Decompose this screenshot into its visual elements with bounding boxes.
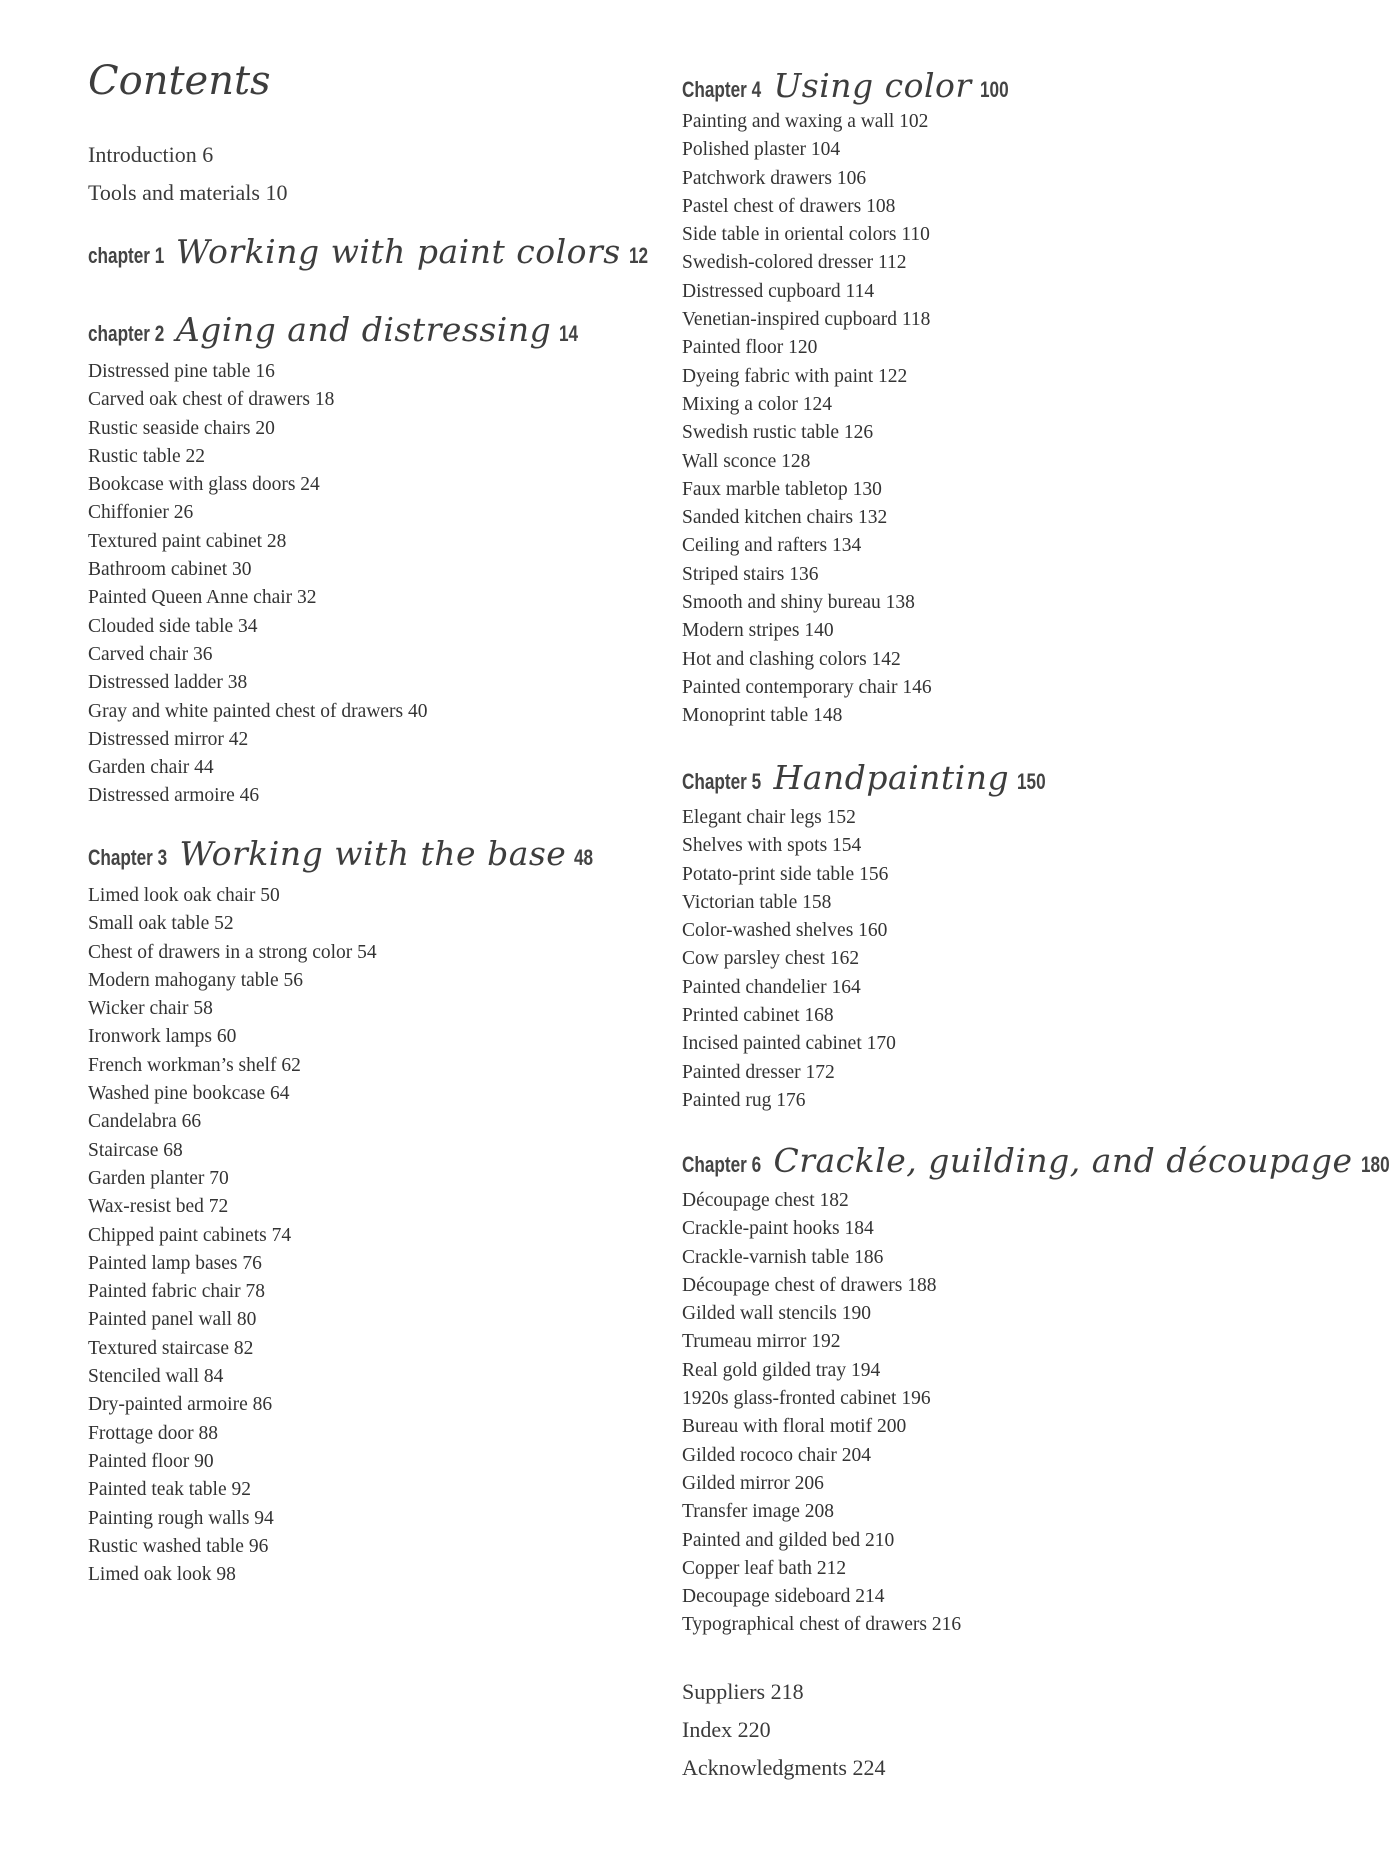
toc-entry: Pastel chest of drawers 108 — [682, 195, 896, 217]
toc-entry: Painted panel wall 80 — [88, 1309, 257, 1331]
toc-entry: Ironwork lamps 60 — [88, 1026, 237, 1048]
toc-entry: Staircase 68 — [88, 1139, 183, 1161]
toc-entry: Painted floor 120 — [682, 337, 818, 359]
toc-entry: Wall sconce 128 — [682, 450, 811, 472]
chapter-5-list — [682, 804, 896, 1115]
toc-entry: Gilded mirror 206 — [682, 1472, 824, 1494]
chapter-label: Chapter 3 — [88, 845, 168, 870]
toc-entry: Bathroom cabinet 30 — [88, 559, 252, 581]
toc-entry: Victorian table 158 — [682, 891, 832, 913]
toc-entry: Painting and waxing a wall 102 — [682, 111, 929, 132]
toc-entry: Découpage chest 182 — [682, 1190, 849, 1211]
chapter-4-heading — [682, 66, 1016, 105]
toc-entry: Smooth and shiny bureau 138 — [682, 592, 915, 614]
toc-entry: Limed oak look 98 — [88, 1564, 236, 1586]
toc-entry: Swedish-colored dresser 112 — [682, 252, 907, 274]
toc-entry: Gray and white painted chest of drawers 40 — [88, 700, 428, 722]
toc-entry: Trumeau mirror 192 — [682, 1331, 841, 1353]
toc-entry: Gilded rococo chair 204 — [682, 1444, 871, 1466]
chapter-title: Handpainting — [773, 758, 1010, 797]
back-matter-item: Index 220 — [682, 1717, 771, 1742]
chapter-page: 180 — [1360, 1152, 1390, 1177]
toc-entry: Hot and clashing colors 142 — [682, 648, 901, 670]
chapter-1-heading — [88, 232, 653, 271]
toc-entry: Elegant chair legs 152 — [682, 807, 856, 828]
toc-entry: Dyeing fabric with paint 122 — [682, 365, 908, 387]
chapter-title: Working with paint colors — [175, 232, 621, 271]
toc-entry: Clouded side table 34 — [88, 615, 258, 637]
toc-entry: Rustic washed table 96 — [88, 1535, 269, 1557]
toc-entry: Small oak table 52 — [88, 913, 234, 935]
back-matter-item: Suppliers 218 — [682, 1679, 804, 1704]
front-matter-item: Tools and materials 10 — [88, 180, 288, 205]
chapter-3-list — [88, 882, 377, 1589]
front-matter-item: Introduction 6 — [88, 142, 214, 167]
chapter-4-list — [682, 108, 932, 731]
toc-entry: Modern stripes 140 — [682, 620, 834, 642]
toc-entry: Garden chair 44 — [88, 757, 214, 779]
toc-entry: Distressed mirror 42 — [88, 728, 249, 750]
toc-entry: Chipped paint cabinets 74 — [88, 1224, 292, 1246]
toc-entry: Candelabra 66 — [88, 1111, 202, 1133]
back-matter — [682, 1673, 885, 1787]
toc-entry: Sanded kitchen chairs 132 — [682, 507, 888, 529]
toc-entry: Bureau with floral motif 200 — [682, 1416, 907, 1438]
toc-entry: Polished plaster 104 — [682, 139, 841, 161]
toc-entry: Decoupage sideboard 214 — [682, 1586, 885, 1608]
toc-entry: Wax-resist bed 72 — [88, 1196, 229, 1218]
toc-entry: Découpage chest of drawers 188 — [682, 1274, 937, 1296]
chapter-page: 100 — [979, 77, 1009, 102]
chapter-page: 150 — [1017, 769, 1046, 794]
toc-entry: Painted floor 90 — [88, 1450, 214, 1472]
chapter-title: Crackle, guilding, and découpage — [773, 1141, 1353, 1180]
toc-entry: Frottage door 88 — [88, 1422, 218, 1444]
chapter-label: Chapter 6 — [682, 1152, 762, 1177]
toc-entry: Carved chair 36 — [88, 643, 213, 665]
toc-entry: Painted contemporary chair 146 — [682, 676, 932, 698]
toc-entry: Painted rug 176 — [682, 1089, 806, 1111]
toc-entry: Distressed cupboard 114 — [682, 280, 875, 302]
toc-entry: Chest of drawers in a strong color 54 — [88, 941, 377, 963]
chapter-2-list — [88, 358, 428, 811]
toc-entry: Faux marble tabletop 130 — [682, 478, 882, 500]
toc-entry: French workman’s shelf 62 — [88, 1054, 301, 1076]
chapter-label: Chapter 4 — [682, 77, 762, 102]
toc-entry: Garden planter 70 — [88, 1167, 229, 1189]
chapter-label: chapter 1 — [88, 243, 165, 268]
toc-entry: Painted dresser 172 — [682, 1061, 835, 1083]
toc-entry: Washed pine bookcase 64 — [88, 1083, 290, 1105]
toc-entry: Side table in oriental colors 110 — [682, 224, 930, 246]
toc-entry: Rustic seaside chairs 20 — [88, 417, 275, 439]
toc-entry: Carved oak chest of drawers 18 — [88, 389, 335, 411]
toc-entry: Potato-print side table 156 — [682, 863, 889, 885]
toc-entry: Painted chandelier 164 — [682, 976, 861, 998]
back-matter-item: Acknowledgments 224 — [682, 1755, 886, 1780]
chapter-label: chapter 2 — [88, 321, 165, 346]
chapter-title: Aging and distressing — [175, 310, 552, 349]
toc-entry: Shelves with spots 154 — [682, 835, 862, 857]
toc-entry: Stenciled wall 84 — [88, 1366, 224, 1388]
toc-entry: Painted Queen Anne chair 32 — [88, 587, 317, 609]
toc-entry: Cow parsley chest 162 — [682, 948, 860, 970]
toc-entry: Distressed armoire 46 — [88, 785, 260, 807]
toc-entry: Painted lamp bases 76 — [88, 1252, 262, 1274]
chapter-5-heading — [682, 758, 1054, 797]
chapter-page: 48 — [574, 845, 594, 870]
toc-entry: Textured paint cabinet 28 — [88, 530, 287, 552]
toc-entry: Limed look oak chair 50 — [88, 885, 280, 906]
toc-entry: Striped stairs 136 — [682, 563, 819, 585]
toc-entry: Textured staircase 82 — [88, 1337, 254, 1359]
toc-entry: Painted fabric chair 78 — [88, 1281, 266, 1303]
toc-entry: Dry-painted armoire 86 — [88, 1394, 273, 1416]
toc-entry: Typographical chest of drawers 216 — [682, 1614, 962, 1636]
toc-entry: Bookcase with glass doors 24 — [88, 474, 320, 496]
toc-entry: Crackle-varnish table 186 — [682, 1246, 884, 1268]
toc-entry: Painting rough walls 94 — [88, 1507, 274, 1529]
toc-entry: Venetian-inspired cupboard 118 — [682, 309, 931, 331]
toc-entry: Copper leaf bath 212 — [682, 1557, 847, 1579]
toc-entry: Painted and gilded bed 210 — [682, 1529, 895, 1551]
toc-entry: Monoprint table 148 — [682, 705, 843, 727]
toc-entry: Crackle-paint hooks 184 — [682, 1218, 874, 1240]
chapter-title: Using color — [773, 66, 972, 105]
toc-entry: Gilded wall stencils 190 — [682, 1303, 872, 1325]
toc-entry: Ceiling and rafters 134 — [682, 535, 862, 557]
toc-entry: Transfer image 208 — [682, 1501, 835, 1523]
toc-entry: Mixing a color 124 — [682, 393, 833, 415]
chapter-6-list — [682, 1187, 961, 1640]
toc-entry: Painted teak table 92 — [88, 1479, 251, 1501]
toc-entry: Modern mahogany table 56 — [88, 969, 303, 991]
toc-entry: Real gold gilded tray 194 — [682, 1359, 881, 1381]
toc-entry: 1920s glass-fronted cabinet 196 — [682, 1388, 931, 1410]
chapter-label: Chapter 5 — [682, 769, 762, 794]
chapter-3-heading — [88, 834, 599, 873]
toc-entry: Incised painted cabinet 170 — [682, 1033, 896, 1055]
chapter-page: 14 — [559, 321, 579, 346]
chapter-page: 12 — [628, 243, 648, 268]
toc-entry: Swedish rustic table 126 — [682, 422, 874, 444]
toc-entry: Patchwork drawers 106 — [682, 167, 867, 189]
toc-entry: Color-washed shelves 160 — [682, 920, 888, 942]
toc-entry: Chiffonier 26 — [88, 502, 194, 524]
toc-entry: Rustic table 22 — [88, 445, 205, 467]
page-title: Contents — [88, 58, 271, 104]
chapter-6-heading — [682, 1141, 1397, 1180]
toc-entry: Distressed ladder 38 — [88, 672, 248, 694]
toc-entry: Distressed pine table 16 — [88, 361, 275, 382]
front-matter — [88, 136, 287, 212]
chapter-title: Working with the base — [179, 834, 567, 873]
chapter-2-heading — [88, 310, 584, 349]
toc-entry: Wicker chair 58 — [88, 998, 213, 1020]
toc-entry: Printed cabinet 168 — [682, 1005, 834, 1027]
